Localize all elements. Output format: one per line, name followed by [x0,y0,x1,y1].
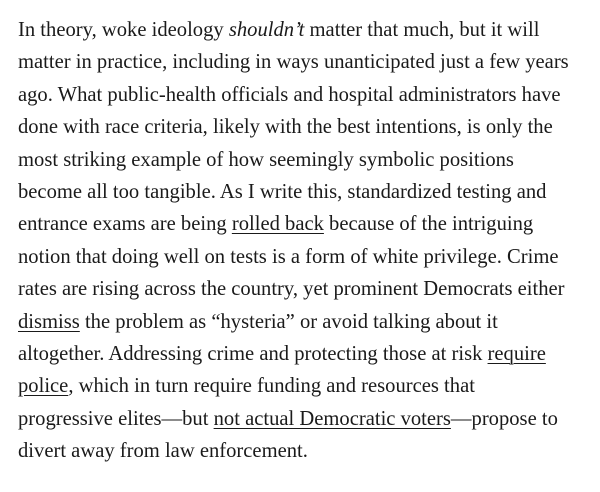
text-run: —propose to [450,407,558,430]
text-run: , which in turn require funding and resources that [68,375,475,398]
text-run: entrance exams are being [18,213,232,236]
text-line [18,111,592,143]
text-line [18,208,592,240]
text-run: ago. What public-health officials and hospital administrators have [18,83,561,106]
text-line [18,306,592,338]
text-run: progressive elites—but [18,407,214,430]
text-run: because of the intriguing [323,213,534,236]
text-run: divert away from law enforcement. [18,440,308,463]
text-run: most striking example of how seemingly symbolic positions [18,148,514,171]
text-line [18,370,592,402]
text-run: the problem as “hysteria” or avoid talking about it [79,310,498,333]
text-line [18,46,592,78]
text-line [18,273,592,305]
text-line [18,144,592,176]
link-dismiss[interactable]: dismiss [18,310,80,333]
text-line [18,338,592,370]
text-run: altogether. Addressing crime and protecting those at risk [18,343,488,366]
link-not-actual-democratic-voters[interactable]: not actual Democratic voters [213,407,451,430]
text-line [18,241,592,273]
article-paragraph [18,14,592,468]
link-require-police[interactable]: police [18,375,69,398]
text-run: matter in practice, including in ways unanticipated just a few years [18,51,569,74]
text-line [18,403,592,435]
link-require-police[interactable]: require [487,343,546,366]
text-line [18,14,592,46]
text-run: matter that much, but it will [304,19,540,41]
text-line [18,79,592,111]
text-run: rates are rising across the country, yet prominent Democrats either [18,278,565,301]
emphasis-text: shouldn’t [228,19,305,41]
text-run: In theory, woke ideology [18,19,229,41]
text-line [18,435,592,467]
text-run: done with race criteria, likely with the best intentions, is only the [18,116,553,139]
text-run: become all too tangible. As I write this, standardized testing and [18,181,547,204]
link-rolled-back[interactable]: rolled back [231,213,324,236]
text-line [18,176,592,208]
text-run: notion that doing well on tests is a form of white privilege. Crime [18,245,559,268]
